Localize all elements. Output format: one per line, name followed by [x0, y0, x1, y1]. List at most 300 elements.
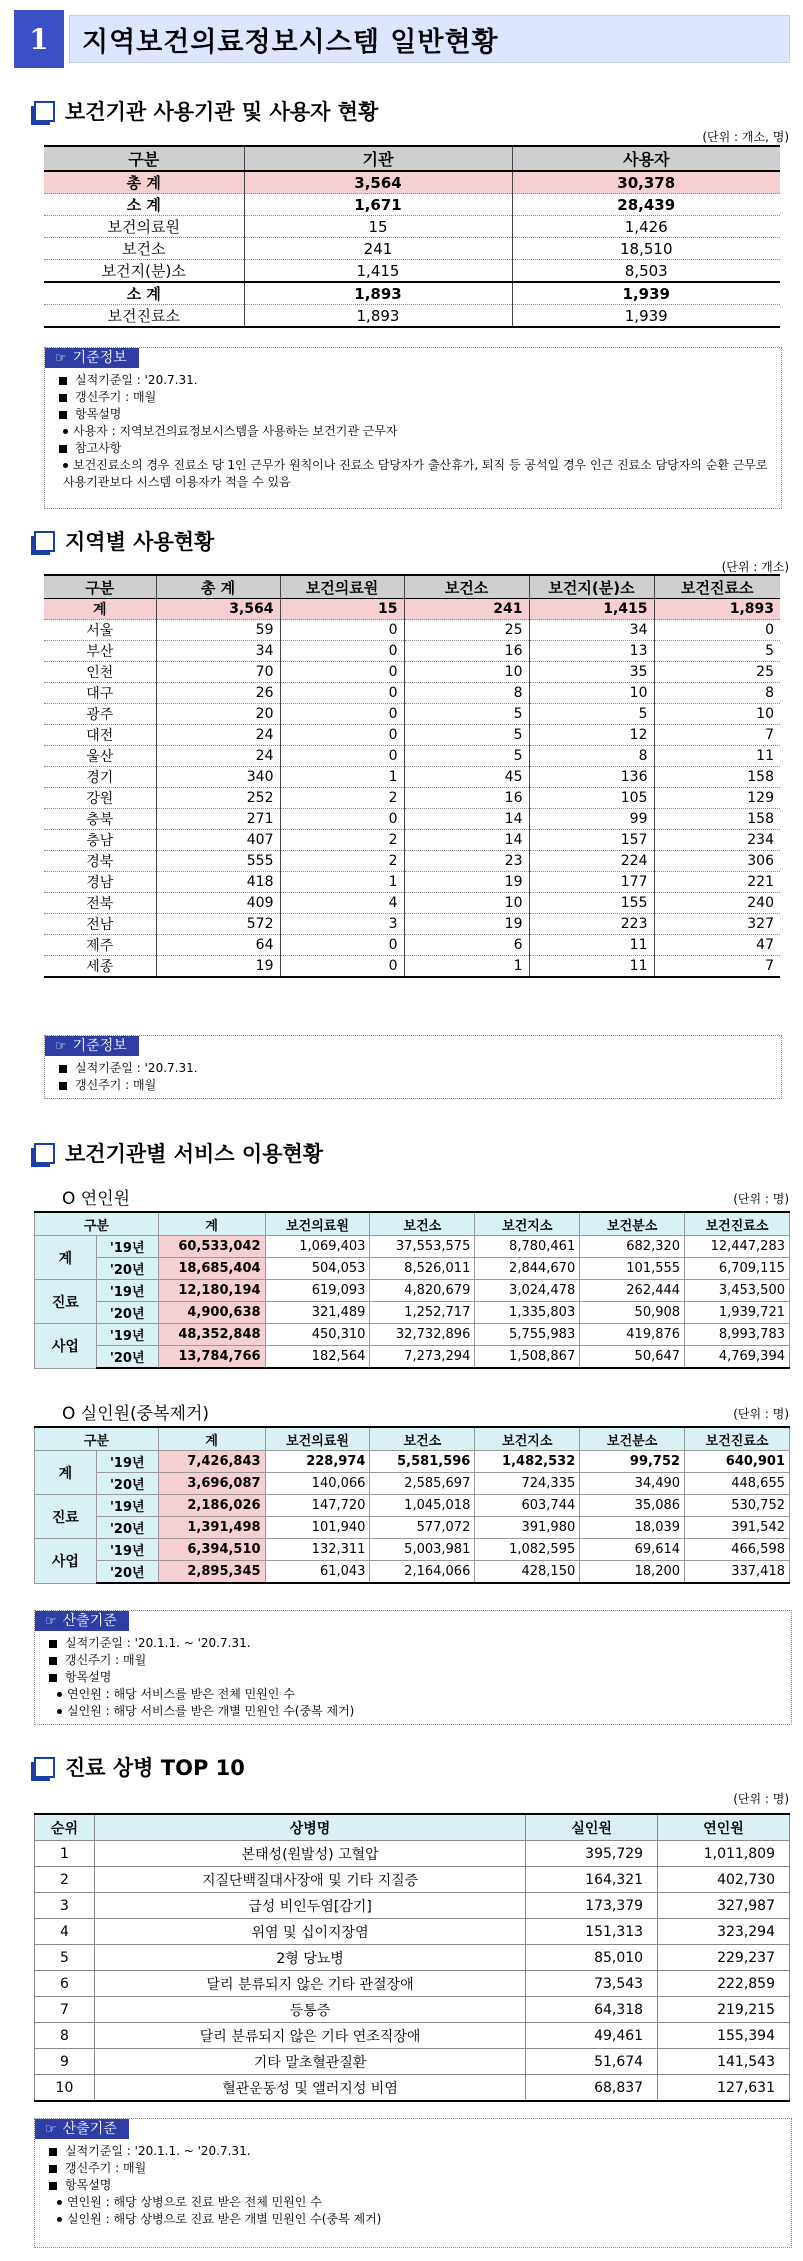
cell: 85,010 — [526, 1945, 658, 1971]
cell: 223 — [529, 914, 654, 935]
cell: 555 — [156, 851, 280, 872]
note-line: 실인원 : 해당 상병으로 진료 받은 개별 민원인 수(중복 제거) — [67, 2212, 382, 2226]
row-label: 계 — [44, 599, 156, 620]
chapter-number: 1 — [14, 10, 64, 68]
cell: 229,237 — [658, 1945, 790, 1971]
table-row — [35, 1236, 790, 1258]
cell: 271 — [156, 809, 280, 830]
cell: 11 — [529, 956, 654, 978]
cell: 577,072 — [370, 1517, 475, 1539]
subsection-cumulative: O 연인원 — [62, 1189, 131, 1209]
table-row — [35, 1517, 790, 1539]
disease-name: 본태성(원발성) 고혈압 — [94, 1841, 525, 1867]
cell: 6 — [404, 935, 529, 956]
disease-name: 급성 비인두염[감기] — [94, 1893, 525, 1919]
cell: 5,581,596 — [370, 1451, 475, 1473]
cell: 3,564 — [244, 171, 512, 194]
total-cell: 12,180,194 — [158, 1280, 265, 1302]
square-bullet-icon — [59, 445, 67, 453]
column-header: 계 — [158, 1212, 265, 1236]
table-row — [44, 683, 780, 704]
cell: 8,780,461 — [475, 1236, 580, 1258]
total-cell: 18,685,404 — [158, 1258, 265, 1280]
cell: 0 — [280, 620, 404, 641]
cell: 418 — [156, 872, 280, 893]
table-row — [44, 238, 780, 260]
note-tag: ☞ 산출기준 — [35, 1611, 129, 1631]
cell: 2,844,670 — [475, 1258, 580, 1280]
row-label: 전남 — [44, 914, 156, 935]
cell: 504,053 — [265, 1258, 370, 1280]
note-line: 갱신주기 : 매월 — [75, 390, 157, 404]
cell: 0 — [280, 662, 404, 683]
column-header: 구분 — [35, 1212, 159, 1236]
cell: 157 — [529, 830, 654, 851]
cell: 132,311 — [265, 1539, 370, 1561]
cell: 158 — [654, 809, 780, 830]
cell: 1,011,809 — [658, 1841, 790, 1867]
cell: 228,974 — [265, 1451, 370, 1473]
cell: 1,335,803 — [475, 1302, 580, 1324]
note-line: 갱신주기 : 매월 — [75, 1078, 157, 1092]
table-row — [44, 893, 780, 914]
note-tag: ☞ 산출기준 — [35, 2119, 129, 2139]
criteria-note — [44, 1035, 782, 1099]
cumulative-service-table — [34, 1211, 790, 1369]
cell: 391,980 — [475, 1517, 580, 1539]
year-label: '19년 — [96, 1236, 158, 1258]
note-tag: ☞ 기준정보 — [45, 348, 139, 368]
cell: 6,709,115 — [685, 1258, 790, 1280]
note-line: 실인원 : 해당 서비스를 받은 개별 민원인 수(중복 제거) — [67, 1704, 355, 1718]
cell: 2 — [280, 851, 404, 872]
header-row — [35, 1814, 790, 1841]
cell: 3,564 — [156, 599, 280, 620]
total-cell: 7,426,843 — [158, 1451, 265, 1473]
row-label: 부산 — [44, 641, 156, 662]
row-label: 인천 — [44, 662, 156, 683]
cell: 182,564 — [265, 1346, 370, 1369]
row-label: 울산 — [44, 746, 156, 767]
cell: 151,313 — [526, 1919, 658, 1945]
column-header: 구분 — [35, 1427, 159, 1451]
cell: 32,732,896 — [370, 1324, 475, 1346]
table-row — [44, 767, 780, 788]
cell: 337,418 — [685, 1561, 790, 1584]
table-row — [44, 305, 780, 328]
cell: 2 — [280, 788, 404, 809]
cell: 321,489 — [265, 1302, 370, 1324]
cell: 3,024,478 — [475, 1280, 580, 1302]
row-label: 보건진료소 — [44, 305, 244, 328]
cell: 12,447,283 — [685, 1236, 790, 1258]
square-bullet-icon — [49, 1674, 57, 1682]
total-cell: 2,895,345 — [158, 1561, 265, 1584]
cell: 2,164,066 — [370, 1561, 475, 1584]
pointing-hand-icon: ☞ — [55, 1038, 67, 1054]
note-line: 항목설명 — [65, 1670, 112, 1684]
row-label: 소 계 — [44, 282, 244, 305]
column-header: 보건지소 — [475, 1427, 580, 1451]
cell: 466,598 — [685, 1539, 790, 1561]
table-row — [44, 872, 780, 893]
cell: 603,744 — [475, 1495, 580, 1517]
note-tag: ☞ 기준정보 — [45, 1036, 139, 1056]
cell: 10 — [404, 662, 529, 683]
section-title: 보건기관 사용기관 및 사용자 현황 — [65, 100, 379, 124]
criteria-note — [44, 347, 782, 509]
section-regional-usage — [34, 526, 214, 556]
cell: 37,553,575 — [370, 1236, 475, 1258]
column-header: 연인원 — [658, 1814, 790, 1841]
cell: 450,310 — [265, 1324, 370, 1346]
cell: 15 — [280, 599, 404, 620]
cell: 340 — [156, 767, 280, 788]
cell: 4 — [280, 893, 404, 914]
cell: 4,769,394 — [685, 1346, 790, 1369]
row-label: 경기 — [44, 767, 156, 788]
subsection-unique: O 실인원(중복제거) — [62, 1404, 210, 1424]
cell: 99 — [529, 809, 654, 830]
row-label: 소 계 — [44, 194, 244, 216]
group-label: 진료 — [35, 1495, 97, 1539]
table-row — [44, 260, 780, 283]
cell: 30,378 — [512, 171, 780, 194]
cell: 419,876 — [580, 1324, 685, 1346]
disease-name: 등통증 — [94, 1997, 525, 2023]
year-label: '19년 — [96, 1451, 158, 1473]
column-header: 보건분소 — [580, 1427, 685, 1451]
square-bullet-icon — [59, 1082, 67, 1090]
table-row — [44, 851, 780, 872]
table-row — [35, 1841, 790, 1867]
cell: 391,542 — [685, 1517, 790, 1539]
cell: 73,543 — [526, 1971, 658, 1997]
table-row — [35, 1258, 790, 1280]
cell: 8 — [404, 683, 529, 704]
year-label: '20년 — [96, 1517, 158, 1539]
column-header: 보건소 — [370, 1212, 475, 1236]
unit-label: (단위 : 개소, 명) — [702, 130, 789, 144]
year-label: '19년 — [96, 1324, 158, 1346]
cell: 1,069,403 — [265, 1236, 370, 1258]
square-bullet-icon — [49, 2148, 57, 2156]
rank-cell: 5 — [35, 1945, 95, 1971]
section-top10 — [34, 1752, 245, 1782]
unit-label: (단위 : 명) — [733, 1192, 789, 1206]
column-header: 보건진료소 — [685, 1427, 790, 1451]
cell: 0 — [280, 704, 404, 725]
calculation-note — [34, 2118, 792, 2248]
cell: 19 — [404, 914, 529, 935]
table-row — [44, 620, 780, 641]
disease-name: 달리 분류되지 않은 기타 연조직장애 — [94, 2023, 525, 2049]
column-header: 계 — [158, 1427, 265, 1451]
total-cell: 4,900,638 — [158, 1302, 265, 1324]
square-bullet-icon — [49, 2182, 57, 2190]
section-bullet-icon — [34, 1757, 55, 1778]
note-line: 연인원 : 해당 상병으로 진료 받은 전체 민원인 수 — [67, 2195, 322, 2209]
cell: 49,461 — [526, 2023, 658, 2049]
cell: 241 — [244, 238, 512, 260]
rank-cell: 9 — [35, 2049, 95, 2075]
total-cell: 3,696,087 — [158, 1473, 265, 1495]
row-label: 제주 — [44, 935, 156, 956]
cell: 3 — [280, 914, 404, 935]
square-bullet-icon — [59, 411, 67, 419]
cell: 70 — [156, 662, 280, 683]
cell: 1,482,532 — [475, 1451, 580, 1473]
table-row — [35, 1867, 790, 1893]
cell: 25 — [404, 620, 529, 641]
cell: 306 — [654, 851, 780, 872]
cell: 0 — [280, 956, 404, 978]
section-service-usage — [34, 1138, 323, 1168]
cell: 572 — [156, 914, 280, 935]
table-row — [44, 788, 780, 809]
table-row — [35, 1919, 790, 1945]
cell: 1,939 — [512, 282, 780, 305]
cell: 1,893 — [244, 282, 512, 305]
cell: 24 — [156, 725, 280, 746]
year-label: '19년 — [96, 1539, 158, 1561]
cell: 2,585,697 — [370, 1473, 475, 1495]
square-bullet-icon — [59, 394, 67, 402]
table-row — [35, 1893, 790, 1919]
section-bullet-icon — [34, 531, 55, 552]
disease-name: 지질단백질대사장애 및 기타 지질증 — [94, 1867, 525, 1893]
cell: 407 — [156, 830, 280, 851]
rank-cell: 2 — [35, 1867, 95, 1893]
cell: 69,614 — [580, 1539, 685, 1561]
cell: 0 — [280, 641, 404, 662]
table-row — [44, 746, 780, 767]
unique-service-table — [34, 1426, 790, 1584]
table-row — [44, 216, 780, 238]
cell: 8 — [654, 683, 780, 704]
calculation-note — [34, 1610, 792, 1725]
cell: 23 — [404, 851, 529, 872]
row-label: 대구 — [44, 683, 156, 704]
disease-name: 기타 말초혈관질환 — [94, 2049, 525, 2075]
cell: 16 — [404, 788, 529, 809]
year-label: '20년 — [96, 1561, 158, 1584]
cell: 12 — [529, 725, 654, 746]
cell: 0 — [654, 620, 780, 641]
column-header: 보건소 — [404, 575, 529, 599]
row-label: 서울 — [44, 620, 156, 641]
section-title: 보건기관별 서비스 이용현황 — [65, 1142, 324, 1166]
table-row — [44, 171, 780, 194]
cell: 15 — [244, 216, 512, 238]
header-row — [44, 575, 780, 599]
cell: 8,503 — [512, 260, 780, 283]
cell: 35 — [529, 662, 654, 683]
total-cell: 48,352,848 — [158, 1324, 265, 1346]
table-row — [35, 2075, 790, 2102]
dot-bullet-icon — [57, 1709, 62, 1714]
cell: 252 — [156, 788, 280, 809]
table-row — [44, 704, 780, 725]
header-row — [35, 1212, 790, 1236]
cell: 129 — [654, 788, 780, 809]
row-label: 보건소 — [44, 238, 244, 260]
dot-bullet-icon — [63, 429, 68, 434]
cell: 20 — [156, 704, 280, 725]
cell: 8 — [529, 746, 654, 767]
cell: 64,318 — [526, 1997, 658, 2023]
cell: 34 — [529, 620, 654, 641]
cell: 7,273,294 — [370, 1346, 475, 1369]
cell: 24 — [156, 746, 280, 767]
cell: 221 — [654, 872, 780, 893]
cell: 61,043 — [265, 1561, 370, 1584]
cell: 25 — [654, 662, 780, 683]
cell: 140,066 — [265, 1473, 370, 1495]
year-label: '19년 — [96, 1280, 158, 1302]
cell: 8,993,783 — [685, 1324, 790, 1346]
cell: 1,671 — [244, 194, 512, 216]
pointing-hand-icon: ☞ — [55, 350, 67, 366]
cell: 3,453,500 — [685, 1280, 790, 1302]
rank-cell: 3 — [35, 1893, 95, 1919]
cell: 5 — [404, 746, 529, 767]
note-line: 보건진료소의 경우 진료소 당 1인 근무가 원칙이나 진료소 담당자가 출산휴가, 퇴직 등 공석일 경우 인근 진료소 담당자의 순환 근무로 사용기관보다 시스템 이용자가 적을 수 있음 — [63, 458, 768, 489]
cell: 1,893 — [654, 599, 780, 620]
square-bullet-icon — [49, 2165, 57, 2173]
row-label: 총 계 — [44, 171, 244, 194]
cell: 219,215 — [658, 1997, 790, 2023]
cell: 26 — [156, 683, 280, 704]
column-header: 실인원 — [526, 1814, 658, 1841]
cell: 0 — [280, 746, 404, 767]
rank-cell: 6 — [35, 1971, 95, 1997]
cell: 262,444 — [580, 1280, 685, 1302]
table-row — [35, 1997, 790, 2023]
note-line: 갱신주기 : 매월 — [65, 1653, 147, 1667]
group-label: 계 — [35, 1451, 97, 1495]
square-bullet-icon — [59, 377, 67, 385]
cell: 5,755,983 — [475, 1324, 580, 1346]
row-label: 보건지(분)소 — [44, 260, 244, 283]
cell: 0 — [280, 935, 404, 956]
rank-cell: 10 — [35, 2075, 95, 2102]
cell: 155 — [529, 893, 654, 914]
table-row — [35, 1302, 790, 1324]
cell: 402,730 — [658, 1867, 790, 1893]
section-title: 진료 상병 TOP 10 — [65, 1756, 245, 1780]
cell: 19 — [156, 956, 280, 978]
row-label: 경북 — [44, 851, 156, 872]
row-label: 충북 — [44, 809, 156, 830]
table-row — [35, 2049, 790, 2075]
pointing-hand-icon: ☞ — [45, 1613, 57, 1629]
cell: 1,415 — [244, 260, 512, 283]
table-row — [35, 1561, 790, 1584]
section-institution-users — [34, 96, 378, 126]
regional-usage-table — [44, 574, 780, 978]
total-cell: 1,391,498 — [158, 1517, 265, 1539]
note-line: 실적기준일 : '20.7.31. — [75, 373, 198, 387]
note-line: 연인원 : 해당 서비스를 받은 전체 민원인 수 — [67, 1687, 295, 1701]
cell: 1 — [404, 956, 529, 978]
cell: 47 — [654, 935, 780, 956]
cell: 173,379 — [526, 1893, 658, 1919]
total-cell: 60,533,042 — [158, 1236, 265, 1258]
group-label: 계 — [35, 1236, 97, 1280]
cell: 5 — [404, 704, 529, 725]
cell: 1,508,867 — [475, 1346, 580, 1369]
cell: 222,859 — [658, 1971, 790, 1997]
column-header: 보건지(분)소 — [529, 575, 654, 599]
unit-label: (단위 : 명) — [733, 1407, 789, 1421]
cell: 5 — [654, 641, 780, 662]
cell: 724,335 — [475, 1473, 580, 1495]
column-header: 보건의료원 — [265, 1212, 370, 1236]
cell: 7 — [654, 956, 780, 978]
column-header: 보건진료소 — [685, 1212, 790, 1236]
table-row — [44, 662, 780, 683]
pointing-hand-icon: ☞ — [45, 2121, 57, 2137]
row-label: 경남 — [44, 872, 156, 893]
table-row — [44, 935, 780, 956]
cell: 1 — [280, 767, 404, 788]
disease-name: 위염 및 십이지장염 — [94, 1919, 525, 1945]
cell: 177 — [529, 872, 654, 893]
cell: 240 — [654, 893, 780, 914]
cell: 127,631 — [658, 2075, 790, 2102]
cell: 682,320 — [580, 1236, 685, 1258]
column-header: 총 계 — [156, 575, 280, 599]
rank-cell: 8 — [35, 2023, 95, 2049]
table-row — [44, 830, 780, 851]
group-label: 사업 — [35, 1324, 97, 1369]
year-label: '20년 — [96, 1258, 158, 1280]
dot-bullet-icon — [57, 2217, 62, 2222]
table-row — [44, 194, 780, 216]
column-header: 구분 — [44, 146, 244, 171]
cell: 1,939 — [512, 305, 780, 328]
cell: 1,426 — [512, 216, 780, 238]
year-label: '19년 — [96, 1495, 158, 1517]
cell: 1,252,717 — [370, 1302, 475, 1324]
cell: 28,439 — [512, 194, 780, 216]
cell: 395,729 — [526, 1841, 658, 1867]
cell: 50,647 — [580, 1346, 685, 1369]
table-row — [44, 914, 780, 935]
total-cell: 13,784,766 — [158, 1346, 265, 1369]
cell: 141,543 — [658, 2049, 790, 2075]
note-line: 사용자 : 지역보건의료정보시스템을 사용하는 보건기관 근무자 — [73, 424, 398, 438]
cell: 14 — [404, 830, 529, 851]
cell: 147,720 — [265, 1495, 370, 1517]
cell: 18,039 — [580, 1517, 685, 1539]
year-label: '20년 — [96, 1473, 158, 1495]
cell: 11 — [529, 935, 654, 956]
dot-bullet-icon — [57, 1692, 62, 1697]
report-header — [14, 10, 790, 68]
cell: 327 — [654, 914, 780, 935]
row-label: 강원 — [44, 788, 156, 809]
note-line: 실적기준일 : '20.1.1. ~ '20.7.31. — [65, 2144, 251, 2158]
table-row — [35, 1971, 790, 1997]
cell: 34 — [156, 641, 280, 662]
total-cell: 2,186,026 — [158, 1495, 265, 1517]
cell: 234 — [654, 830, 780, 851]
section-bullet-icon — [34, 1143, 55, 1164]
note-line: 실적기준일 : '20.1.1. ~ '20.7.31. — [65, 1636, 251, 1650]
table-row — [44, 956, 780, 978]
